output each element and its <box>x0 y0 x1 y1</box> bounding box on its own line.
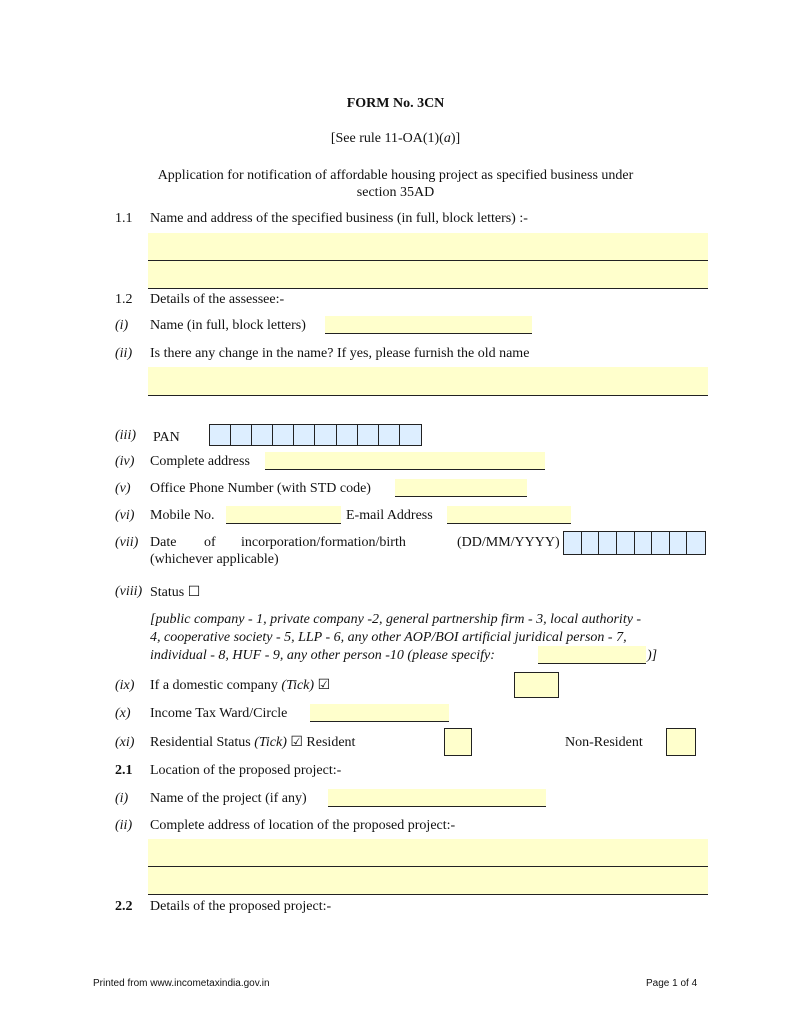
pan-label: PAN <box>153 430 180 445</box>
section-1-1-number: 1.1 <box>115 211 133 226</box>
mobile-label: Mobile No. <box>150 508 215 523</box>
item-vii-number: (vii) <box>115 535 139 550</box>
name-change-label: Is there any change in the name? If yes, please furnish the old name <box>150 346 530 361</box>
section-1-2-label: Details of the assessee:- <box>150 292 285 307</box>
date-cell[interactable] <box>670 532 688 554</box>
ward-circle-label: Income Tax Ward/Circle <box>150 706 288 721</box>
status-label: Status ☐ <box>150 585 201 600</box>
item-ix-number: (ix) <box>115 678 135 693</box>
project-address-field-1[interactable] <box>148 839 708 867</box>
item-iii-number: (iii) <box>115 428 136 443</box>
pan-cell[interactable] <box>210 425 231 445</box>
date-cell[interactable] <box>652 532 670 554</box>
item-vi-number: (vi) <box>115 508 135 523</box>
form-title: FORM No. 3CN <box>346 96 445 111</box>
date-cell[interactable] <box>599 532 617 554</box>
pan-cell[interactable] <box>358 425 379 445</box>
pan-cell[interactable] <box>400 425 421 445</box>
item-i-number: (i) <box>115 318 129 333</box>
office-phone-field[interactable] <box>395 479 527 497</box>
form-description-line1: Application for notification of affordable housing project as specified business under <box>157 168 634 183</box>
project-name-label: Name of the project (if any) <box>150 791 307 806</box>
section-1-1-label: Name and address of the specified business (in full, block letters) :- <box>150 211 528 226</box>
footer-page-number: Page 1 of 4 <box>646 978 698 989</box>
ward-circle-field[interactable] <box>310 704 449 722</box>
date-label-line2: (whichever applicable) <box>150 552 279 567</box>
item-x-number: (x) <box>115 706 131 721</box>
domestic-company-checkbox[interactable] <box>514 672 559 698</box>
date-cell[interactable] <box>617 532 635 554</box>
footer-printed-from: Printed from www.incometaxindia.gov.in <box>93 978 270 989</box>
other-person-specify-field[interactable] <box>538 646 646 664</box>
item-iv-number: (iv) <box>115 454 135 469</box>
status-note-line2: 4, cooperative society - 5, LLP - 6, any other AOP/BOI artificial juridical person - 7, <box>150 630 627 645</box>
status-note-line3: individual - 8, HUF - 9, any other person -10 (please specify: <box>150 648 495 663</box>
email-field[interactable] <box>447 506 571 524</box>
complete-address-label: Complete address <box>150 454 250 469</box>
specified-business-field-1[interactable] <box>148 233 708 261</box>
resident-checkbox[interactable] <box>444 728 472 756</box>
item-xi-number: (xi) <box>115 735 135 750</box>
non-resident-checkbox[interactable] <box>666 728 696 756</box>
rule-reference: [See rule 11-OA(1)(a)] <box>330 131 461 146</box>
old-name-field[interactable] <box>148 367 708 396</box>
assessee-name-label: Name (in full, block letters) <box>150 318 306 333</box>
date-label-word: Date <box>150 535 177 550</box>
date-input-boxes[interactable] <box>563 531 706 555</box>
office-phone-label: Office Phone Number (with STD code) <box>150 481 371 496</box>
pan-cell[interactable] <box>231 425 252 445</box>
status-note-end: )] <box>647 648 658 663</box>
form-description-line2: section 35AD <box>356 185 435 200</box>
mobile-field[interactable] <box>226 506 341 524</box>
project-item-i-number: (i) <box>115 791 129 806</box>
item-viii-number: (viii) <box>115 584 143 599</box>
pan-input-boxes[interactable] <box>209 424 422 446</box>
pan-cell[interactable] <box>294 425 315 445</box>
date-cell[interactable] <box>564 532 582 554</box>
section-1-2-number: 1.2 <box>115 292 133 307</box>
date-format-label: (DD/MM/YYYY) <box>457 535 560 550</box>
project-name-field[interactable] <box>328 789 546 807</box>
project-address-label: Complete address of location of the proposed project:- <box>150 818 456 833</box>
date-label-incorporation: incorporation/formation/birth <box>241 535 406 550</box>
project-item-ii-number: (ii) <box>115 818 133 833</box>
date-label-of: of <box>204 535 216 550</box>
section-2-1-label: Location of the proposed project:- <box>150 763 342 778</box>
email-label: E-mail Address <box>346 508 433 523</box>
complete-address-field[interactable] <box>265 452 545 470</box>
date-cell[interactable] <box>687 532 705 554</box>
date-cell[interactable] <box>582 532 600 554</box>
specified-business-field-2[interactable] <box>148 261 708 289</box>
domestic-company-label: If a domestic company (Tick) ☑ <box>150 678 331 693</box>
status-note-line1: [public company - 1, private company -2, general partnership firm - 3, local authority - <box>150 612 642 627</box>
pan-cell[interactable] <box>315 425 336 445</box>
non-resident-label: Non-Resident <box>565 735 643 750</box>
section-2-2-number: 2.2 <box>115 899 133 914</box>
section-2-2-label: Details of the proposed project:- <box>150 899 332 914</box>
pan-cell[interactable] <box>337 425 358 445</box>
pan-cell[interactable] <box>252 425 273 445</box>
pan-cell[interactable] <box>379 425 400 445</box>
pan-cell[interactable] <box>273 425 294 445</box>
date-cell[interactable] <box>635 532 653 554</box>
project-address-field-2[interactable] <box>148 867 708 895</box>
assessee-name-field[interactable] <box>325 316 532 334</box>
residential-status-label: Residential Status (Tick) ☑ Resident <box>150 735 356 750</box>
section-2-1-number: 2.1 <box>115 763 133 778</box>
item-ii-number: (ii) <box>115 346 133 361</box>
item-v-number: (v) <box>115 481 131 496</box>
